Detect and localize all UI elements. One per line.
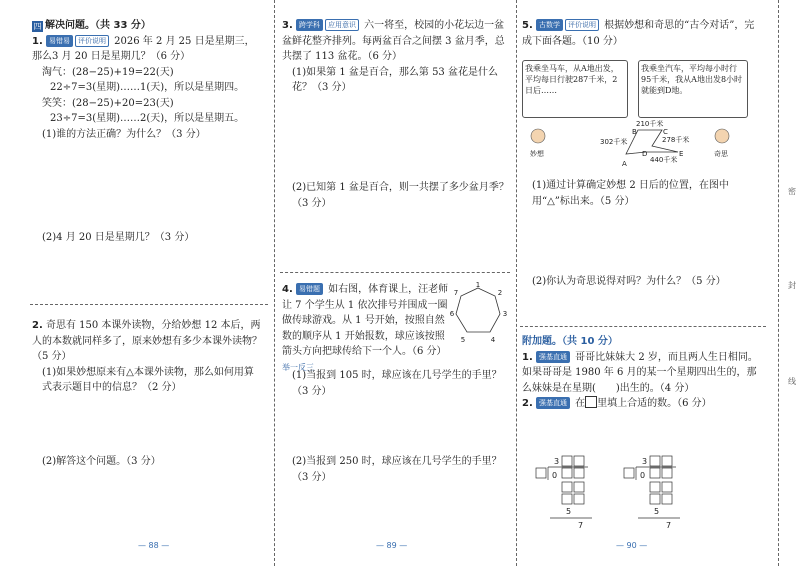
division-digit: 5 xyxy=(566,507,572,516)
division-digit: 7 xyxy=(666,521,672,530)
sub-question: (2)已知第 1 盆是百合，则一共摆了多少盆月季？（3 分） xyxy=(292,182,509,209)
page-number: — 88 — xyxy=(138,541,170,550)
speech-bubble-right: 我乘坐汽车，平均每小时行95千米，我从A地出发8小时就能到D地。 xyxy=(638,60,748,118)
sub-question: (1)通过计算确定妙想 2 日后的位置，在图中用“△”标出来。（5 分） xyxy=(532,180,729,207)
question-number: 5. xyxy=(522,20,533,31)
column-divider xyxy=(516,0,517,566)
question-tag: 评价说明 xyxy=(75,35,109,47)
question-text: 奇思有 150 本课外读物，分给妙想 12 本后，两人的本数就同样多了，原来妙想有多少本课外读物？（5 分） xyxy=(32,320,262,362)
question-4 xyxy=(282,282,450,375)
question-text: 六一将至，校园的小花坛边一盆盆鲜花整齐排列。每两盆百合之间摆 3 盆月季，总共摆了 113 盆花。（6 分） xyxy=(282,20,505,62)
question-tag: 强基直通 xyxy=(536,397,570,409)
circle-label: 5 xyxy=(460,336,466,344)
solution-line: 22÷7=3(星期)……1(天)，所以是星期四。 xyxy=(50,82,245,93)
solution-line: 淘气：(28−25)+19=22(天) xyxy=(42,66,174,78)
sub-question: (2)当报到 250 时，球应该在几号学生的手里？（3 分） xyxy=(292,456,502,483)
question-text: 如右图，体育课上，汪老师让 7 个学生从 1 依次排号并围成一圈做传球游戏。从 1 号开始，按照自然数的顺序从 1 开始报数，球应该按照箭头方向把球传给下一个人。（6 分） xyxy=(282,284,449,357)
question-number: 4. xyxy=(282,284,293,295)
sub-question: (2)4 月 20 日是星期几？（3 分） xyxy=(42,232,195,243)
distance-label: 210千米 xyxy=(636,120,664,128)
blank-box-icon xyxy=(585,396,597,408)
section-heading xyxy=(32,18,262,34)
column-middle xyxy=(282,18,510,538)
circle-label: 3 xyxy=(502,310,508,318)
circle-label: 2 xyxy=(497,289,503,297)
solution-line: 笑笑：(28−25)+20=23(天) xyxy=(42,97,174,109)
division-digit: 3 xyxy=(554,457,560,466)
solution-line: 23÷7=3(星期)……2(天)，所以是星期五。 xyxy=(50,113,245,124)
binding-label: 线 xyxy=(788,377,796,386)
question-tag: 评价说明 xyxy=(565,19,599,31)
question-tag: 强基直通 xyxy=(536,351,570,363)
qisi-avatar xyxy=(715,129,729,143)
question-number: 3. xyxy=(282,20,293,31)
distance-label: 278千米 xyxy=(662,136,690,144)
question-text: 哥哥比妹妹大 2 岁，而且两人生日相同。如果哥哥是 1980 年 6 月的某一个星期四出生的，那么妹妹是在星期( )出生的。（4 分） xyxy=(522,351,758,394)
question-2 xyxy=(32,318,262,396)
question-number: 1. xyxy=(32,35,43,47)
question-text: 在 xyxy=(575,398,586,409)
long-division-puzzles xyxy=(528,452,758,538)
binding-line xyxy=(778,0,779,566)
circle-label: 6 xyxy=(449,310,455,318)
question-text: 里填上合适的数。（6 分） xyxy=(597,398,712,409)
question-number: 2. xyxy=(32,320,43,331)
section-icon: 四 xyxy=(33,22,42,31)
binding-label: 封 xyxy=(788,281,796,290)
speech-bubble-left: 我乘坐马车，从A地出发，平均每日行驶287千米，2日后…… xyxy=(522,60,628,118)
column-divider xyxy=(274,0,275,566)
distance-label: 302千米 xyxy=(600,138,628,146)
circle-label: 7 xyxy=(453,289,459,297)
question-tag: 易错易 xyxy=(46,35,73,47)
division-digit: 7 xyxy=(578,521,584,530)
sub-question: (1)如果妙想原来有△本课外读物，那么如何用算式表示题目中的信息？（2 分） xyxy=(42,366,254,393)
circle-label: 1 xyxy=(475,281,481,289)
division-digit: 0 xyxy=(552,471,558,480)
sub-question: (1)当报到 105 时，球应该在几号学生的手里？（3 分） xyxy=(292,370,502,397)
dialogue-illustration xyxy=(522,60,758,172)
sub-question: (2)你认为奇思说得对吗？为什么？（5 分） xyxy=(532,276,726,287)
pass-circle-diagram xyxy=(450,282,506,346)
name-label: 妙想 xyxy=(530,150,544,158)
name-label: 奇思 xyxy=(714,150,728,158)
point-label: E xyxy=(679,150,684,158)
column-left xyxy=(32,18,262,538)
division-digit: 3 xyxy=(642,457,648,466)
question-1 xyxy=(32,34,262,65)
bonus-section xyxy=(522,334,758,412)
question-3 xyxy=(282,18,510,65)
bonus-title: 附加题。（共 10 分） xyxy=(522,336,618,347)
distance-label: 440千米 xyxy=(650,156,678,164)
point-label: B xyxy=(632,128,637,136)
division-digit: 0 xyxy=(640,471,646,480)
sub-question: (2)解答这个问题。（3 分） xyxy=(42,456,161,467)
column-right xyxy=(522,18,758,538)
circle-label: 4 xyxy=(490,336,496,344)
question-tag: 应用意识 xyxy=(325,19,359,31)
question-tag: 易错题 xyxy=(296,283,323,295)
sub-question: (1)谁的方法正确？为什么？（3 分） xyxy=(42,128,206,140)
question-text: 2026 年 2 月 25 日是星期三，那么3 月 20 日是星期几？（6 分） xyxy=(32,35,255,62)
point-label: D xyxy=(642,150,648,158)
question-tag: 跨学科 xyxy=(296,19,323,31)
question-tag: 古数学 xyxy=(536,19,563,31)
page-number: — 89 — xyxy=(376,541,408,550)
route-map xyxy=(522,116,758,172)
point-label: A xyxy=(622,160,627,168)
miaoxiang-avatar xyxy=(531,129,545,143)
question-number: 1. xyxy=(522,351,533,363)
page-number: — 90 — xyxy=(616,541,648,550)
question-5 xyxy=(522,18,758,49)
question-text: 根据妙想和奇思的“古今对话”，完成下面各题。（10 分） xyxy=(522,20,755,47)
question-number: 2. xyxy=(522,398,533,409)
sub-question: (1)如果第 1 盆是百合，那么第 53 盆花是什么花？（3 分） xyxy=(292,66,498,93)
extension-link[interactable]: 举一反三 xyxy=(282,362,314,372)
point-label: C xyxy=(663,128,668,136)
section-title: 解决问题。（共 33 分） xyxy=(45,20,151,31)
binding-label: 密 xyxy=(788,187,796,196)
division-digit: 5 xyxy=(654,507,660,516)
